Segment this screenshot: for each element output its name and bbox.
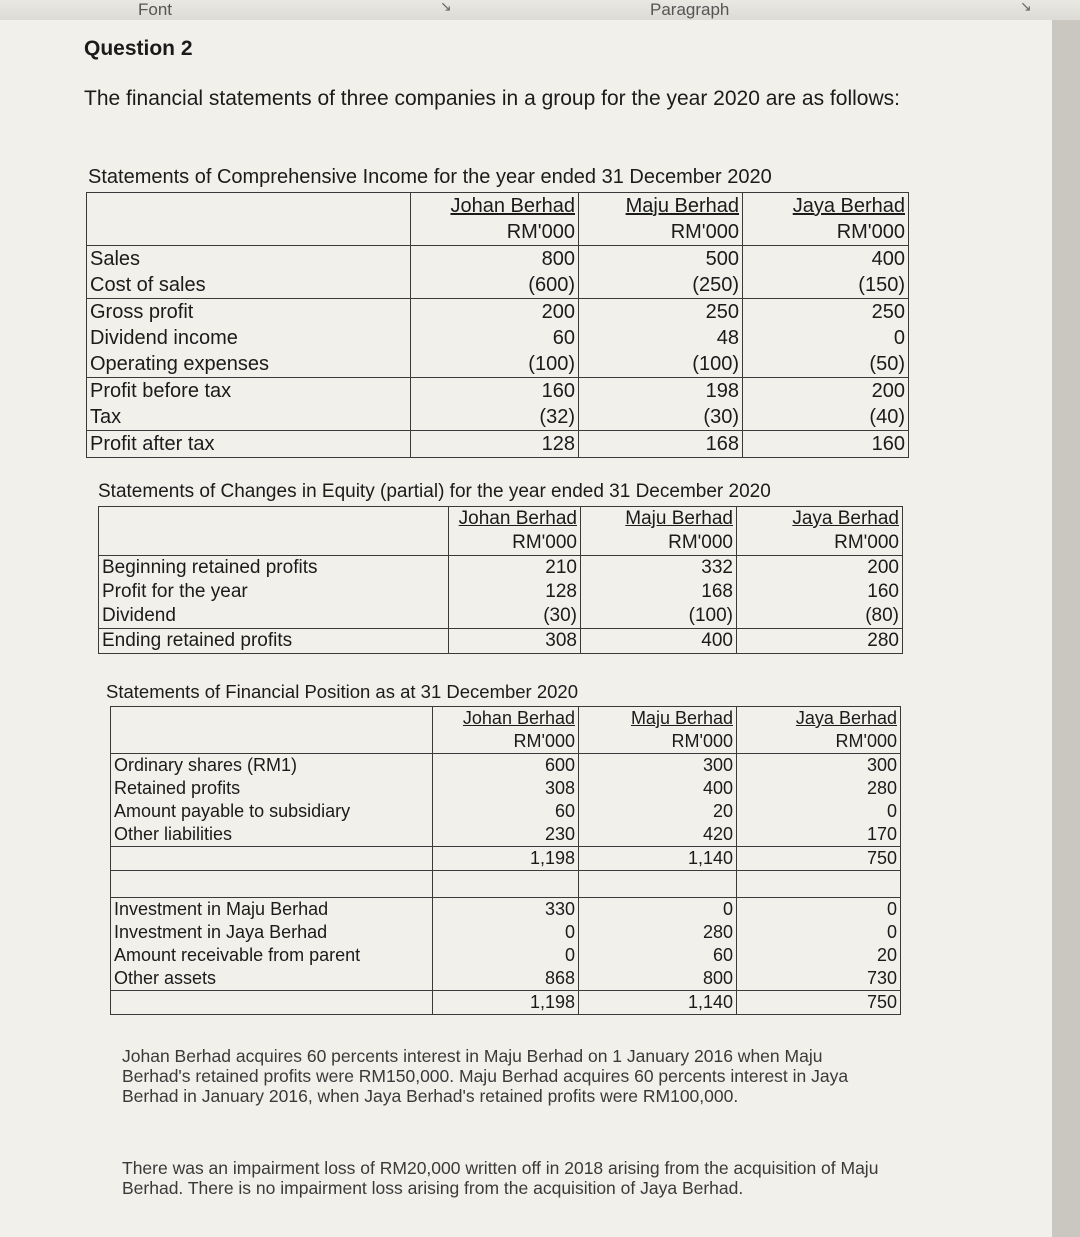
line-item-label: Amount receivable from parent bbox=[114, 945, 361, 965]
amount-cell-jaya bbox=[737, 754, 901, 847]
amount-value: 160 bbox=[541, 380, 575, 402]
table-row bbox=[87, 246, 909, 299]
amount-value: 420 bbox=[702, 824, 733, 844]
amount-value: 800 bbox=[702, 968, 733, 988]
currency-unit: RM'000 bbox=[671, 731, 733, 751]
company-name: Jaya Berhad bbox=[792, 508, 899, 529]
amount-value: 1,198 bbox=[529, 848, 575, 868]
amount-cell-johan bbox=[433, 847, 579, 871]
amount-cell-jaya bbox=[737, 991, 901, 1015]
line-item-label bbox=[114, 847, 429, 870]
table-row bbox=[87, 299, 909, 378]
amount-value: 332 bbox=[701, 557, 733, 578]
table-row bbox=[87, 431, 909, 458]
amount-cell-johan bbox=[449, 556, 581, 629]
amount-cell-jaya bbox=[737, 898, 901, 991]
amount-value: 160 bbox=[871, 433, 905, 455]
company-name: Johan Berhad bbox=[462, 708, 575, 728]
line-item-labels bbox=[111, 991, 433, 1015]
line-item-labels bbox=[87, 299, 411, 378]
company-header-jaya bbox=[737, 507, 903, 556]
line-item-labels bbox=[111, 754, 433, 847]
company-header-johan bbox=[411, 193, 579, 246]
font-dialog-launcher-icon[interactable]: ↘ bbox=[440, 0, 452, 14]
amount-cell-johan bbox=[433, 754, 579, 847]
currency-unit: RM'000 bbox=[670, 221, 739, 243]
line-item-label: Sales bbox=[90, 248, 141, 270]
amount-value: 330 bbox=[544, 899, 575, 919]
line-item-label: Other liabilities bbox=[114, 824, 233, 844]
amount-value: 128 bbox=[541, 433, 575, 455]
amount-cell-maju bbox=[579, 246, 743, 299]
amount-value: 0 bbox=[886, 899, 897, 919]
amount-value: 250 bbox=[705, 301, 739, 323]
amount-cell-johan bbox=[411, 431, 579, 458]
equity-statement-table bbox=[98, 506, 903, 654]
financial-position-table bbox=[110, 706, 901, 1015]
table-row bbox=[99, 556, 903, 629]
line-item-labels bbox=[111, 898, 433, 991]
company-header-maju bbox=[579, 193, 743, 246]
amount-value: 160 bbox=[867, 581, 899, 602]
amount-cell-maju bbox=[579, 431, 743, 458]
header-blank-cell bbox=[87, 193, 411, 246]
amount-value: 308 bbox=[545, 630, 577, 651]
company-name: Maju Berhad bbox=[625, 195, 739, 217]
amount-value: 20 bbox=[712, 801, 733, 821]
amount-value: 168 bbox=[705, 433, 739, 455]
amount-value: 1,140 bbox=[687, 992, 733, 1012]
line-item-label: Retained profits bbox=[114, 778, 241, 798]
table-row bbox=[111, 898, 901, 991]
currency-unit: RM'000 bbox=[834, 532, 899, 553]
company-name: Maju Berhad bbox=[630, 708, 733, 728]
equity-statement-title: Statements of Changes in Equity (partial) for the year ended 31 December 2020 bbox=[98, 481, 771, 502]
table-row bbox=[111, 754, 901, 847]
currency-unit: RM'000 bbox=[506, 221, 575, 243]
amount-value: 210 bbox=[545, 557, 577, 578]
amount-cell-jaya bbox=[743, 246, 909, 299]
amount-value: 280 bbox=[867, 630, 899, 651]
column-header-row bbox=[99, 507, 903, 556]
table-row bbox=[111, 847, 901, 871]
amount-value: (40) bbox=[869, 406, 905, 428]
amount-value: 400 bbox=[871, 248, 905, 270]
paragraph-dialog-launcher-icon[interactable]: ↘ bbox=[1020, 0, 1032, 14]
financial-position-title: Statements of Financial Position as at 31 December 2020 bbox=[106, 681, 579, 702]
word-ribbon-bottom-edge bbox=[0, 0, 1080, 21]
acquisition-note: Johan Berhad acquires 60 percents interest in Maju Berhad on 1 January 2016 when Maju Berhad's retained profits were RM150,000. Maju Berhad acquires 60 percents interest in Jaya Berhad in January 2016, when Jaya Berhad's retained profits were RM100,000. bbox=[122, 1046, 849, 1106]
amount-value: 280 bbox=[702, 922, 733, 942]
amount-value: 200 bbox=[867, 557, 899, 578]
amount-cell-johan bbox=[433, 991, 579, 1015]
amount-value: 500 bbox=[705, 248, 739, 270]
amount-cell-jaya bbox=[743, 299, 909, 378]
amount-cell-maju bbox=[579, 847, 737, 871]
company-name: Johan Berhad bbox=[458, 508, 577, 529]
amount-value: 198 bbox=[705, 380, 739, 402]
currency-unit: RM'000 bbox=[513, 731, 575, 751]
amount-value: 730 bbox=[866, 968, 897, 988]
line-item-label: Cost of sales bbox=[90, 274, 206, 296]
amount-value: 750 bbox=[866, 992, 897, 1012]
income-statement-table bbox=[86, 192, 909, 458]
amount-cell-johan bbox=[433, 898, 579, 991]
line-item-labels bbox=[87, 431, 411, 458]
amount-value: (100) bbox=[528, 353, 575, 375]
column-header-row bbox=[111, 707, 901, 754]
amount-value: (100) bbox=[692, 353, 739, 375]
amount-value: 0 bbox=[564, 922, 575, 942]
amount-cell-jaya bbox=[737, 847, 901, 871]
line-item-labels bbox=[87, 246, 411, 299]
amount-value: 200 bbox=[541, 301, 575, 323]
amount-value: 170 bbox=[866, 824, 897, 844]
line-item-labels bbox=[111, 847, 433, 871]
amount-cell-jaya bbox=[737, 556, 903, 629]
currency-unit: RM'000 bbox=[835, 731, 897, 751]
company-name: Jaya Berhad bbox=[792, 195, 905, 217]
line-item-label: Tax bbox=[90, 406, 122, 428]
company-header-jaya bbox=[743, 193, 909, 246]
amount-cell-maju bbox=[581, 556, 737, 629]
vertical-scrollbar[interactable] bbox=[1052, 20, 1080, 1237]
question-title: Question 2 bbox=[84, 37, 193, 60]
amount-cell-maju bbox=[579, 299, 743, 378]
column-header-row bbox=[87, 193, 909, 246]
amount-value: 1,140 bbox=[687, 848, 733, 868]
amount-value: 48 bbox=[716, 327, 739, 349]
font-group-label: Font bbox=[138, 0, 173, 19]
amount-value: 0 bbox=[722, 899, 733, 919]
amount-value: 300 bbox=[866, 755, 897, 775]
line-item-label: Profit before tax bbox=[90, 380, 232, 402]
line-item-labels bbox=[99, 556, 449, 629]
amount-value: 800 bbox=[541, 248, 575, 270]
impairment-note: There was an impairment loss of RM20,000 written off in 2018 arising from the acquisition of Maju Berhad. There is no impairment loss arising from the acquisition of Jaya Berhad. bbox=[122, 1158, 879, 1198]
table-row bbox=[99, 629, 903, 654]
line-item-label: Profit after tax bbox=[90, 433, 215, 455]
company-name: Jaya Berhad bbox=[795, 708, 897, 728]
currency-unit: RM'000 bbox=[512, 532, 577, 553]
spacer-row bbox=[111, 871, 901, 898]
table-row bbox=[111, 991, 901, 1015]
amount-cell-maju bbox=[579, 991, 737, 1015]
amount-value: (150) bbox=[858, 274, 905, 296]
amount-value: (80) bbox=[865, 605, 899, 626]
amount-value: 60 bbox=[554, 801, 575, 821]
amount-value: 750 bbox=[866, 848, 897, 868]
line-item-label: Dividend bbox=[102, 605, 176, 626]
amount-value: 280 bbox=[866, 778, 897, 798]
amount-value: (100) bbox=[688, 605, 733, 626]
amount-value: 128 bbox=[545, 581, 577, 602]
amount-value: (50) bbox=[869, 353, 905, 375]
line-item-labels bbox=[99, 629, 449, 654]
currency-unit: RM'000 bbox=[668, 532, 733, 553]
amount-value: 200 bbox=[871, 380, 905, 402]
amount-value: (250) bbox=[692, 274, 739, 296]
amount-value: 0 bbox=[564, 945, 575, 965]
company-name: Johan Berhad bbox=[450, 195, 575, 217]
amount-cell-maju bbox=[579, 378, 743, 431]
header-blank-cell bbox=[99, 507, 449, 556]
amount-value: 400 bbox=[702, 778, 733, 798]
amount-value: (30) bbox=[703, 406, 739, 428]
amount-cell-maju bbox=[579, 754, 737, 847]
amount-value: 308 bbox=[544, 778, 575, 798]
header-blank-cell bbox=[111, 707, 433, 754]
amount-cell-jaya bbox=[743, 431, 909, 458]
amount-cell-jaya bbox=[737, 629, 903, 654]
amount-value: 60 bbox=[552, 327, 575, 349]
amount-value: 250 bbox=[871, 301, 905, 323]
amount-value: 1,198 bbox=[529, 992, 575, 1012]
amount-value: 230 bbox=[544, 824, 575, 844]
line-item-label: Investment in Maju Berhad bbox=[114, 899, 329, 919]
amount-value: 0 bbox=[886, 922, 897, 942]
amount-value: 400 bbox=[701, 630, 733, 651]
company-name: Maju Berhad bbox=[625, 508, 733, 529]
table-row bbox=[87, 378, 909, 431]
amount-cell-jaya bbox=[743, 378, 909, 431]
line-item-label: Operating expenses bbox=[90, 353, 270, 375]
line-item-label: Amount payable to subsidiary bbox=[114, 801, 351, 821]
amount-value: 60 bbox=[712, 945, 733, 965]
amount-value: 868 bbox=[544, 968, 575, 988]
amount-value: (600) bbox=[528, 274, 575, 296]
paragraph-group-label: Paragraph bbox=[650, 0, 730, 19]
line-item-label: Investment in Jaya Berhad bbox=[114, 922, 328, 942]
amount-cell-maju bbox=[579, 898, 737, 991]
line-item-label: Beginning retained profits bbox=[102, 557, 318, 578]
amount-value: 0 bbox=[893, 327, 905, 349]
amount-value: 0 bbox=[886, 801, 897, 821]
amount-value: (30) bbox=[543, 605, 577, 626]
question-intro: The financial statements of three companies in a group for the year 2020 are as follows: bbox=[84, 87, 900, 110]
company-header-johan bbox=[433, 707, 579, 754]
income-statement-title: Statements of Comprehensive Income for the year ended 31 December 2020 bbox=[88, 166, 772, 188]
amount-cell-johan bbox=[411, 299, 579, 378]
company-header-jaya bbox=[737, 707, 901, 754]
amount-value: 300 bbox=[702, 755, 733, 775]
line-item-labels bbox=[87, 378, 411, 431]
amount-cell-maju bbox=[581, 629, 737, 654]
line-item-label: Other assets bbox=[114, 968, 217, 988]
amount-value: 600 bbox=[544, 755, 575, 775]
company-header-maju bbox=[579, 707, 737, 754]
amount-value: 168 bbox=[701, 581, 733, 602]
line-item-label: Ordinary shares (RM1) bbox=[114, 755, 298, 775]
line-item-label: Profit for the year bbox=[102, 581, 248, 602]
line-item-label bbox=[114, 991, 429, 1014]
company-header-johan bbox=[449, 507, 581, 556]
line-item-label: Gross profit bbox=[90, 301, 194, 323]
amount-cell-johan bbox=[449, 629, 581, 654]
amount-cell-johan bbox=[411, 378, 579, 431]
line-item-label: Ending retained profits bbox=[102, 630, 293, 651]
line-item-label: Dividend income bbox=[90, 327, 238, 349]
amount-cell-johan bbox=[411, 246, 579, 299]
amount-value: 20 bbox=[876, 945, 897, 965]
currency-unit: RM'000 bbox=[836, 221, 905, 243]
amount-value: (32) bbox=[539, 406, 575, 428]
company-header-maju bbox=[581, 507, 737, 556]
